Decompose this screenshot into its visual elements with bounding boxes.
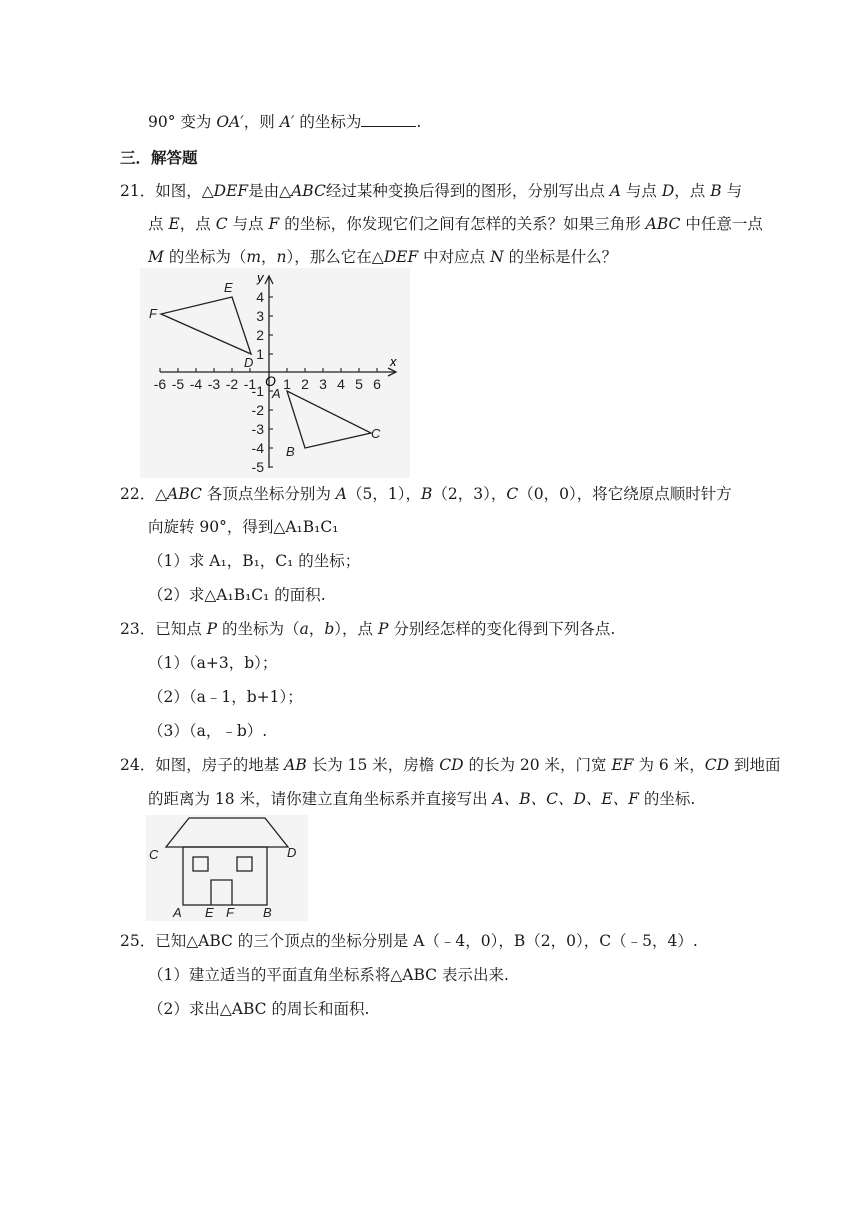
- point-label-e: E: [224, 280, 233, 295]
- t: ），点: [334, 620, 374, 638]
- t: ，点: [674, 182, 706, 200]
- q25-part-2: （2）求出△ABC 的周长和面积.: [148, 1000, 370, 1018]
- t: 与: [726, 182, 743, 200]
- q22-part-2: （2）求△A₁B₁C₁ 的面积.: [148, 586, 326, 604]
- q20-continuation: [148, 112, 421, 132]
- t: 是由△: [248, 182, 292, 200]
- t: 长为 15 米，房檐: [311, 756, 435, 774]
- t: ，: [308, 620, 325, 638]
- x-tick-label: -6: [153, 376, 167, 392]
- house-label-e: E: [205, 905, 214, 920]
- t: 的坐标，你发现它们之间有怎样的关系？如果三角形: [284, 215, 641, 233]
- t: 与点: [625, 182, 657, 200]
- t: 24．如图，房子的地基: [120, 756, 280, 774]
- y-tick-label: -3: [251, 421, 264, 437]
- text: 90° 变为: [148, 113, 212, 131]
- t: ，: [261, 248, 277, 266]
- text: .: [416, 113, 422, 131]
- x-tick-label: -5: [171, 376, 185, 392]
- x-tick-label: -1: [243, 376, 257, 392]
- origin-label: O: [265, 373, 276, 389]
- x-tick-label: 5: [355, 376, 363, 392]
- y-tick-label: -2: [251, 402, 264, 418]
- y-tick-label: -4: [251, 440, 264, 456]
- q21-line-3: [148, 247, 617, 267]
- t: 中对应点: [423, 248, 486, 266]
- t: A: [609, 182, 621, 200]
- house-label-b: B: [263, 905, 272, 920]
- t: 中任意一点: [685, 215, 763, 233]
- answer-blank: [361, 112, 416, 127]
- t: （0，0），将它绕原点顺时针方: [518, 485, 732, 503]
- section-title: 三．解答题: [120, 148, 198, 167]
- x-axis-label: x: [390, 354, 397, 369]
- t: 的坐标为（: [168, 248, 247, 266]
- t: CD: [704, 756, 729, 774]
- y-axis-label: y: [257, 270, 264, 285]
- q22-line-1: [120, 484, 732, 504]
- point-label-b: B: [286, 444, 295, 459]
- t: b: [324, 620, 335, 638]
- q23-line-1: [120, 619, 615, 639]
- y-tick-label: 4: [256, 289, 264, 305]
- t: 23．已知点: [120, 620, 202, 638]
- t: DEF: [213, 182, 249, 200]
- text: OA′: [216, 113, 244, 131]
- house-label-a: A: [173, 905, 182, 920]
- t: EF: [611, 756, 634, 774]
- y-tick-label: -1: [251, 383, 264, 399]
- q23-part-2: （2）（a﹣1，b+1）；: [148, 688, 303, 706]
- text: A′: [279, 113, 295, 131]
- t: 的坐标是什么？: [508, 248, 618, 266]
- text: ，则: [243, 113, 275, 131]
- point-label-a: A: [272, 386, 281, 401]
- t: P: [206, 620, 218, 638]
- t: n: [276, 248, 287, 266]
- t: 的坐标.: [643, 790, 696, 808]
- x-tick-label: 6: [373, 376, 381, 392]
- q25-line-1: 25．已知△ABC 的三个顶点的坐标分别是 A（﹣4，0），B（2，0），C（﹣5，4）.: [120, 932, 698, 950]
- t: ），那么它在△: [286, 248, 384, 266]
- t: DEF: [383, 248, 419, 266]
- t: ABC: [645, 215, 681, 233]
- house-figure: [146, 815, 308, 921]
- point-label-f: F: [149, 306, 157, 321]
- t: m: [246, 248, 262, 266]
- t: B: [710, 182, 722, 200]
- t: D: [661, 182, 675, 200]
- t: C: [506, 485, 519, 503]
- t: N: [490, 248, 504, 266]
- house-label-c: C: [149, 847, 159, 862]
- t: 为 6 米，: [638, 756, 705, 774]
- t: ，点: [179, 215, 211, 233]
- t: 经过某种变换后得到的图形，分别写出点: [325, 182, 605, 200]
- x-tick-label: 3: [319, 376, 327, 392]
- q21-line-2: [148, 214, 763, 234]
- y-tick-label: 3: [256, 308, 264, 324]
- t: （5，1），: [346, 485, 421, 503]
- q23-part-3: （3）（a，﹣b）.: [148, 722, 268, 740]
- q24-line-1: [120, 755, 780, 775]
- t: 21．如图，△: [120, 182, 214, 200]
- t: 的坐标为（: [222, 620, 300, 638]
- x-tick-label: 2: [301, 376, 309, 392]
- y-tick-label: 1: [256, 346, 264, 362]
- t: B: [420, 485, 433, 503]
- q21-line-1: [120, 181, 742, 201]
- y-tick-label: -5: [251, 459, 264, 475]
- t: 分别经怎样的变化得到下列各点.: [393, 620, 616, 638]
- coordinate-plane-figure: [140, 268, 410, 478]
- t: AB: [284, 756, 307, 774]
- t: （2，3），: [432, 485, 507, 503]
- t: 点: [148, 215, 164, 233]
- t: E: [168, 215, 180, 233]
- x-tick-label: 1: [283, 376, 291, 392]
- t: A: [335, 485, 347, 503]
- t: M: [148, 248, 164, 266]
- house-label-d: D: [287, 845, 297, 860]
- t: CD: [439, 756, 464, 774]
- t: A、B、C、D、E、F: [492, 790, 639, 808]
- q25-part-1: （1）建立适当的平面直角坐标系将△ABC 表示出来.: [148, 966, 509, 984]
- t: 的长为 20 米，门宽: [468, 756, 607, 774]
- t: ABC: [291, 182, 326, 200]
- x-tick-label: -4: [189, 376, 203, 392]
- t: 到地面: [733, 756, 781, 774]
- t: ABC: [167, 485, 202, 503]
- y-tick-label: 2: [256, 327, 264, 343]
- t: C: [215, 215, 228, 233]
- q23-part-1: （1）（a+3，b）；: [148, 654, 278, 672]
- t: 各顶点坐标分别为: [206, 485, 331, 503]
- point-label-c: C: [371, 426, 381, 441]
- house-label-f: F: [226, 905, 234, 920]
- t: a: [299, 620, 309, 638]
- point-label-d: D: [244, 355, 254, 370]
- t: P: [377, 620, 389, 638]
- x-tick-label: -2: [225, 376, 239, 392]
- text: 的坐标为: [299, 113, 362, 131]
- x-tick-label: -3: [207, 376, 221, 392]
- x-tick-label: 4: [337, 376, 345, 392]
- t: F: [268, 215, 280, 233]
- t: 22．△: [120, 485, 168, 503]
- t: 与点: [232, 215, 264, 233]
- q24-line-2: [148, 789, 695, 809]
- q22-line-2: 向旋转 90°，得到△A₁B₁C₁: [148, 518, 339, 536]
- t: 的距离为 18 米，请你建立直角坐标系并直接写出: [148, 790, 488, 808]
- q22-part-1: （1）求 A₁，B₁，C₁ 的坐标；: [148, 552, 361, 570]
